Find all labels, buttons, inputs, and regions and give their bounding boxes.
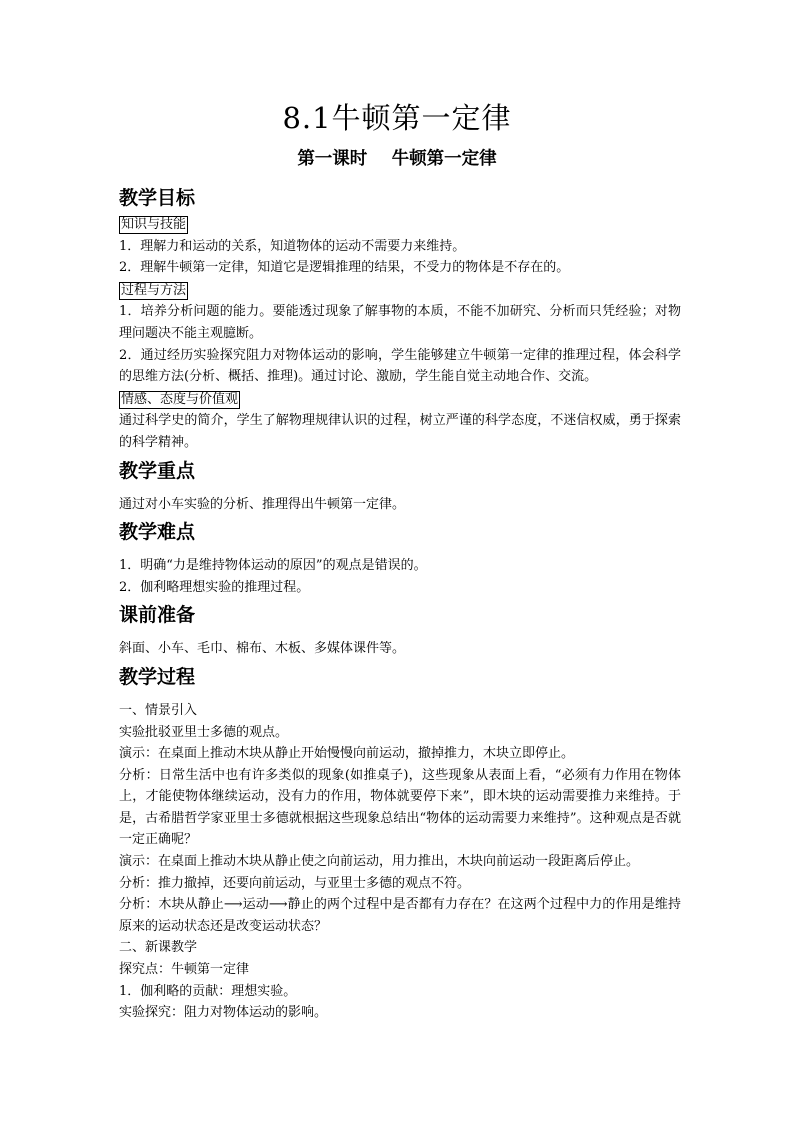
section-heading-key-points: 教学重点 bbox=[119, 459, 196, 482]
paragraph: 探究点：牛顿第一定律 bbox=[119, 962, 250, 978]
paragraph: 斜面、小车、毛巾、棉布、木板、多媒体课件等。 bbox=[119, 641, 406, 657]
paragraph: 通过科学史的简介，学生了解物理规律认识的过程，树立严谨的科学态度，不迷信权威，勇于探索的科学精神。 bbox=[119, 413, 681, 450]
section-heading-objectives: 教学目标 bbox=[119, 187, 196, 209]
section-heading-preparation: 课前准备 bbox=[119, 604, 196, 627]
paragraph: 实验探究：阻力对物体运动的影响。 bbox=[119, 1005, 328, 1021]
paragraph: 1．培养分析问题的能力。要能透过现象了解事物的本质，不能不加研究、分析而只凭经验；对物理问题决不能主观臆断。 bbox=[119, 304, 681, 341]
document-title: 8.1牛顿第一定律 bbox=[282, 101, 512, 135]
paragraph: 二、新课教学 bbox=[119, 940, 198, 956]
section-heading-difficulties: 教学难点 bbox=[119, 521, 196, 544]
paragraph: 分析：推力撤掉，还要向前运动，与亚里士多德的观点不符。 bbox=[119, 875, 471, 891]
paragraph: 2．理解牛顿第一定律，知道它是逻辑推理的结果，不受力的物体是不存在的。 bbox=[119, 260, 570, 276]
paragraph: 2．通过经历实验探究阻力对物体运动的影响，学生能够建立牛顿第一定律的推理过程，体会科学的思维方法(分析、概括、推理)。通过讨论、激励，学生能自觉主动地合作、交流。 bbox=[119, 347, 681, 385]
subsection-label-emotion: 情感、态度与价值观 bbox=[121, 391, 239, 407]
paragraph: 1．伽利略的贡献：理想实验。 bbox=[119, 983, 297, 999]
paragraph: 1．理解力和运动的关系，知道物体的运动不需要力来维持。 bbox=[119, 238, 466, 254]
section-heading-process: 教学过程 bbox=[119, 665, 196, 688]
paragraph: 演示：在桌面上推动木块从静止开始慢慢向前运动，撤掉推力，木块立即停止。 bbox=[119, 746, 575, 762]
paragraph: 通过对小车实验的分析、推理得出牛顿第一定律。 bbox=[119, 496, 406, 512]
subsection-label-process: 过程与方法 bbox=[121, 282, 187, 298]
paragraph: 一、情景引入 bbox=[119, 702, 198, 718]
paragraph: 分析：木块从静止⟶运动⟶静止的两个过程中是否都有力存在？在这两个过程中力的作用是维持原来的运动状态还是改变运动状态？ bbox=[119, 897, 681, 934]
document-body bbox=[119, 183, 681, 1024]
document-subtitle: 第一课时 牛顿第一定律 bbox=[297, 149, 497, 169]
subsection-label-knowledge: 知识与技能 bbox=[121, 217, 187, 232]
paragraph: 分析：日常生活中也有许多类似的现象(如推桌子)，这些现象从表面上看，“必须有力作用在物体上，才能使物体继续运动，没有力的作用，物体就要停下来”，即木块的运动需要推力来维持。于是，古希腊哲学家亚里士多德就根据这些现象总结出“物体的运动需要力来维持”。这种观点是否就一定正确呢？ bbox=[119, 767, 681, 848]
paragraph: 1．明确“力是维持物体运动的原因”的观点是错误的。 bbox=[119, 558, 427, 574]
paragraph: 2．伽利略理想实验的推理过程。 bbox=[119, 579, 310, 595]
paragraph: 演示：在桌面上推动木块从静止使之向前运动，用力推出，木块向前运动一段距离后停止。 bbox=[119, 854, 640, 870]
paragraph: 实验批驳亚里士多德的观点。 bbox=[119, 724, 289, 740]
